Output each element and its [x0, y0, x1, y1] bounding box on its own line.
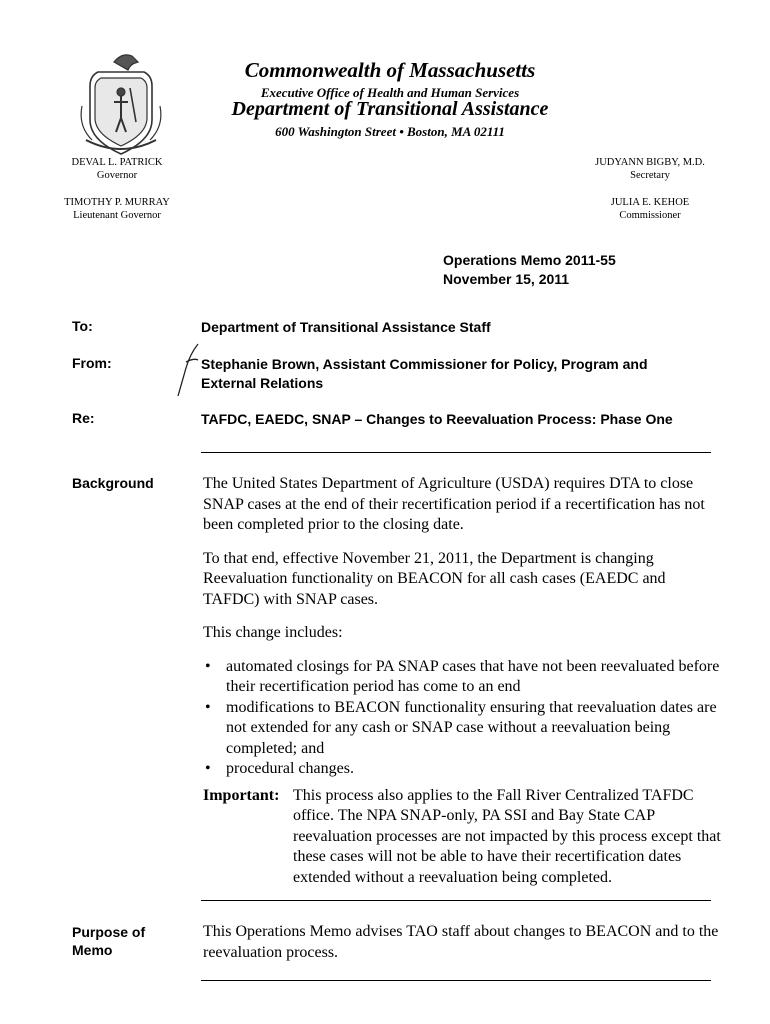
list-item: • procedural changes. — [203, 759, 723, 780]
purpose-heading-line1: Purpose of — [72, 924, 146, 940]
memo-header — [443, 251, 616, 289]
from-value-line2: External Relations — [201, 375, 324, 391]
memo-number: Operations Memo 2011-55 — [443, 252, 616, 268]
department-address: 600 Washington Street • Boston, MA 02111 — [275, 124, 505, 139]
department-name: Department of Transitional Assistance — [231, 98, 549, 120]
to-label: To: — [72, 318, 93, 334]
commissioner-title: Commissioner — [619, 210, 681, 221]
commissioner-name: JULIA E. KEHOE — [610, 197, 690, 208]
change-list — [203, 657, 723, 780]
divider-top — [201, 452, 711, 453]
secretary-block — [585, 156, 715, 182]
governor-name: DEVAL L. PATRICK — [71, 157, 163, 168]
background-paragraph-1: The United States Department of Agriculture (USDA) requires DTA to close SNAP cases at the end of their recertification period if a recertification has not been completed prior to the closing date. — [203, 475, 705, 533]
divider-middle — [201, 900, 711, 901]
lt-governor-block — [58, 196, 176, 222]
to-value: Department of Transitional Assistance Staff — [201, 319, 491, 335]
background-paragraph-2: To that end, effective November 21, 2011, the Department is changing Reevaluation functionality on BEACON for all cash cases (EAEDC and TAFDC) with SNAP cases. — [203, 549, 666, 608]
important-text: This process also applies to the Fall River Centralized TAFDC office. The NPA SNAP-only, PA SSI and Bay State CAP reevaluation processes are not impacted by this process except that these cases will not be able to have their recertification dates extended without a reevaluation being completed. — [293, 786, 721, 886]
governor-title: Governor — [96, 170, 138, 181]
background-body — [203, 474, 723, 888]
memo-date: November 15, 2011 — [443, 271, 570, 287]
state-name: Commonwealth of Massachusetts — [244, 58, 536, 82]
commissioner-block — [595, 196, 705, 222]
divider-bottom — [201, 980, 711, 981]
lt-governor-name: TIMOTHY P. MURRAY — [64, 197, 170, 208]
governor-block — [62, 156, 172, 182]
list-item: • automated closings for PA SNAP cases that have not been reevaluated before their recertification period has come to an end — [203, 657, 723, 698]
list-item: • modifications to BEACON functionality ensuring that reevaluation dates are not extended for any cash or SNAP case without a reevaluation being completed; and — [203, 698, 723, 760]
from-value-line1: Stephanie Brown, Assistant Commissioner for Policy, Program and — [201, 356, 648, 372]
lt-governor-title: Lieutenant Governor — [73, 210, 161, 221]
purpose-text: This Operations Memo advises TAO staff about changes to BEACON and to the reevaluation process. — [203, 923, 719, 961]
office-name: Executive Office of Health and Human Services — [260, 85, 520, 100]
massachusetts-seal-icon — [76, 48, 166, 158]
re-label: Re: — [72, 410, 95, 426]
from-value — [201, 355, 731, 393]
secretary-name: JUDYANN BIGBY, M.D. — [595, 157, 705, 168]
important-label: Important: — [203, 786, 280, 804]
from-label: From: — [72, 355, 112, 371]
secretary-title: Secretary — [630, 170, 670, 181]
important-note — [203, 786, 723, 889]
background-paragraph-3: This change includes: — [203, 624, 343, 641]
purpose-heading-line2: Memo — [72, 942, 113, 958]
re-value: TAFDC, EAEDC, SNAP – Changes to Reevaluation Process: Phase One — [201, 411, 673, 427]
purpose-heading — [72, 923, 145, 959]
signature-icon — [172, 340, 202, 400]
background-heading: Background — [72, 475, 154, 491]
